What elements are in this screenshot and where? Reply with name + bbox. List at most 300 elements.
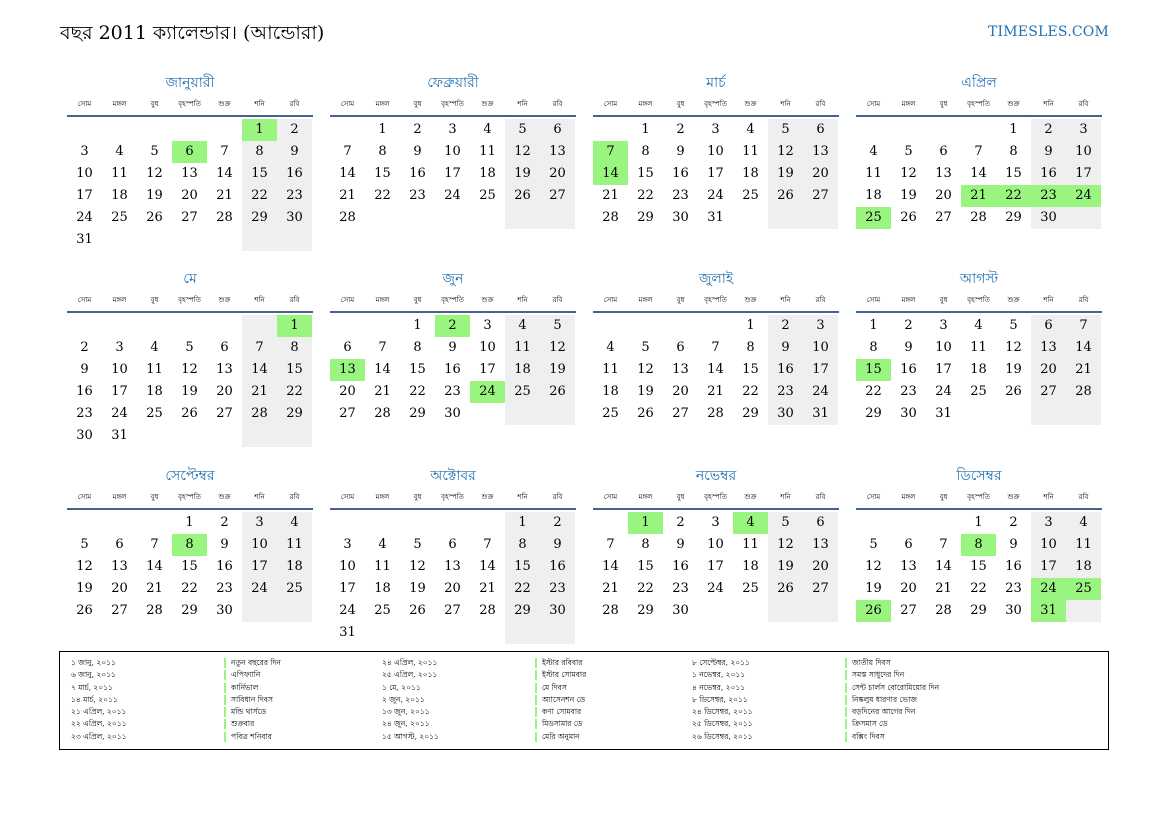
calendar-day: 29 [181, 603, 198, 618]
calendar-day: 18 [111, 188, 128, 203]
empty-day [803, 207, 838, 229]
calendar-day: 9 [80, 362, 89, 377]
calendar-day: 25 [602, 406, 619, 421]
calendar-day: 12 [505, 141, 540, 163]
holiday-row [71, 682, 381, 694]
empty-day [207, 229, 242, 251]
calendar-day: 8 [1009, 144, 1018, 159]
holiday-date: ১ নভেম্বর, ২০১১ [692, 670, 746, 680]
calendar-day: 15 [409, 362, 426, 377]
weekday-label: শুক্র [481, 493, 494, 501]
weekday-label: সোম [603, 493, 618, 501]
holiday-marker [224, 732, 226, 742]
weekday-label: বুধ [676, 493, 685, 501]
weekday-label: মঙ্গল [112, 100, 127, 108]
calendar-day: 4 [150, 340, 159, 355]
calendar-day: 17 [707, 166, 724, 181]
calendar-day: 26 [900, 210, 917, 225]
calendar-day: 20 [444, 581, 461, 596]
calendar-day: 22 [505, 578, 540, 600]
holiday-marker [535, 658, 537, 668]
weekday-header [67, 491, 313, 510]
month-title: সেপ্টেম্বর [165, 468, 215, 484]
calendar-day: 21 [216, 188, 233, 203]
calendar-day: 7 [483, 537, 492, 552]
calendar-day: 23 [672, 581, 689, 596]
calendar-day: 4 [505, 315, 540, 337]
calendar-day: 11 [277, 534, 312, 556]
empty-day [242, 600, 277, 622]
calendar-day: 11 [602, 362, 619, 377]
calendar-day: 26 [768, 578, 803, 600]
weekday-label: বৃহস্পতি [704, 493, 727, 501]
calendar-day: 23 [1005, 581, 1022, 596]
calendar-day: 2 [676, 515, 685, 530]
empty-day [470, 403, 505, 425]
calendar-day: 13 [181, 166, 198, 181]
holiday-marker [224, 695, 226, 705]
calendar-day: 11 [374, 559, 391, 574]
holiday-day: 15 [856, 359, 891, 381]
holiday-marker [224, 670, 226, 680]
calendar-day: 15 [1005, 166, 1022, 181]
holiday-date: ১ মে, ২০১১ [382, 682, 421, 692]
weekday-label: শনি [780, 296, 791, 304]
holiday-date: ৪ নভেম্বর, ২০১১ [692, 682, 746, 692]
holiday-name: সেন্ট চার্লস বোরোমিয়োর দিন [852, 682, 940, 692]
calendar-day: 25 [146, 406, 163, 421]
holiday-row [71, 731, 381, 743]
calendar-day: 1 [974, 515, 983, 530]
holiday-name: কণা সোমবার [542, 707, 582, 717]
calendar-day: 2 [768, 315, 803, 337]
calendar-day: 22 [742, 384, 759, 399]
calendar-day: 31 [707, 210, 724, 225]
holiday-column [382, 657, 692, 743]
holiday-day: 1 [277, 315, 312, 337]
calendar-day: 1 [746, 318, 755, 333]
holiday-date: ২৫ ডিসেম্বর, ২০১১ [692, 719, 753, 729]
calendar-day: 18 [1066, 556, 1101, 578]
calendar-day: 31 [111, 428, 128, 443]
calendar-day: 16 [76, 384, 93, 399]
calendar-day: 22 [277, 381, 312, 403]
calendar-day: 5 [150, 144, 159, 159]
calendar-day: 20 [672, 384, 689, 399]
calendar-day: 9 [1009, 537, 1018, 552]
calendar-day: 30 [1031, 207, 1066, 229]
weekday-label: শনি [254, 493, 265, 501]
calendar-day: 18 [374, 581, 391, 596]
calendar-day: 4 [974, 318, 983, 333]
calendar-day: 3 [939, 318, 948, 333]
calendar-day: 5 [768, 512, 803, 534]
holiday-row [692, 731, 1002, 743]
calendar-day: 27 [803, 185, 838, 207]
calendar-day: 15 [970, 559, 987, 574]
holiday-row [692, 718, 1002, 730]
holiday-day: 26 [856, 600, 891, 622]
calendar-day: 19 [768, 556, 803, 578]
holiday-name: এপিফ্যানি [231, 670, 261, 680]
weekday-label: শুক্র [481, 296, 494, 304]
holiday-day: 1 [628, 512, 663, 534]
calendar-day: 23 [444, 384, 461, 399]
holiday-marker [535, 683, 537, 693]
holiday-name: শুক্রবার [231, 719, 255, 729]
weekday-label: সোম [866, 493, 881, 501]
calendar-day: 29 [637, 603, 654, 618]
calendar-day: 15 [505, 556, 540, 578]
holiday-row [692, 669, 1002, 681]
calendar-day: 27 [803, 578, 838, 600]
weekday-label: শুক্র [744, 296, 757, 304]
holiday-day: 7 [593, 141, 628, 163]
calendar-day: 3 [711, 515, 720, 530]
calendar-day: 27 [935, 210, 952, 225]
weekday-label: সোম [340, 296, 355, 304]
calendar-day: 27 [672, 406, 689, 421]
empty-day [207, 315, 242, 337]
calendar-day: 24 [803, 381, 838, 403]
calendar-day: 2 [540, 512, 575, 534]
weekday-label: বুধ [150, 100, 159, 108]
calendar-day: 10 [1066, 141, 1101, 163]
calendar-day: 1 [641, 122, 650, 137]
weekday-label: বুধ [413, 100, 422, 108]
holiday-row [692, 706, 1002, 718]
month-calendar [330, 72, 576, 229]
holiday-name: বড়দিনের আগের দিন [852, 707, 916, 717]
calendar-day: 10 [111, 362, 128, 377]
calendar-day: 16 [672, 166, 689, 181]
calendar-day: 20 [540, 163, 575, 185]
calendar-day: 5 [1009, 318, 1018, 333]
calendar-day: 8 [746, 340, 755, 355]
weekday-label: শনি [1043, 100, 1054, 108]
holiday-marker [535, 719, 537, 729]
empty-day [733, 207, 768, 229]
empty-day [365, 315, 400, 337]
holiday-day: 14 [593, 163, 628, 185]
calendar-day: 27 [181, 210, 198, 225]
weekday-label: শুক্র [744, 493, 757, 501]
holiday-marker [535, 695, 537, 705]
empty-day [172, 229, 207, 251]
holiday-day: 8 [961, 534, 996, 556]
day-grid [330, 119, 576, 229]
calendar-day: 31 [803, 403, 838, 425]
calendar-day: 14 [1066, 337, 1101, 359]
weekday-label: মঙ্গল [375, 296, 390, 304]
holiday-list [59, 651, 1109, 750]
empty-day [540, 207, 575, 229]
calendar-day: 12 [865, 559, 882, 574]
calendar-day: 8 [641, 144, 650, 159]
weekday-label: বৃহস্পতি [178, 296, 201, 304]
calendar-day: 23 [76, 406, 93, 421]
weekday-header [67, 98, 313, 117]
calendar-day: 6 [803, 119, 838, 141]
calendar-day: 26 [409, 603, 426, 618]
calendar-day: 8 [242, 141, 277, 163]
calendar-day: 19 [540, 359, 575, 381]
calendar-day: 10 [1031, 534, 1066, 556]
month-title: আগস্ট [959, 271, 999, 287]
calendar-day: 5 [505, 119, 540, 141]
weekday-header [856, 294, 1102, 313]
calendar-day: 2 [80, 340, 89, 355]
weekday-label: বুধ [413, 493, 422, 501]
calendar-day: 25 [742, 581, 759, 596]
calendar-day: 18 [970, 362, 987, 377]
calendar-day: 23 [900, 384, 917, 399]
holiday-day: 23 [1031, 185, 1066, 207]
calendar-day: 10 [935, 340, 952, 355]
holiday-day: 21 [961, 185, 996, 207]
holiday-marker [224, 683, 226, 693]
calendar-day: 13 [803, 534, 838, 556]
weekday-label: শুক্র [1007, 296, 1020, 304]
calendar-day: 5 [185, 340, 194, 355]
empty-day [137, 315, 172, 337]
calendar-day: 16 [216, 559, 233, 574]
empty-day [67, 315, 102, 337]
calendar-day: 26 [181, 406, 198, 421]
weekday-label: রবি [552, 100, 563, 108]
day-grid [593, 315, 839, 425]
holiday-marker [845, 683, 847, 693]
calendar-day: 12 [768, 141, 803, 163]
month-calendar [856, 72, 1102, 229]
calendar-day: 20 [111, 581, 128, 596]
calendar-day: 11 [742, 537, 759, 552]
calendar-day: 22 [374, 188, 391, 203]
calendar-day: 14 [216, 166, 233, 181]
holiday-day: 24 [1031, 578, 1066, 600]
calendar-day: 5 [768, 119, 803, 141]
calendar-day: 29 [505, 600, 540, 622]
empty-day [505, 403, 540, 425]
holiday-day: 2 [435, 315, 470, 337]
weekday-label: সোম [340, 100, 355, 108]
holiday-date: ২৬ ডিসেম্বর, ২০১১ [692, 731, 753, 741]
weekday-label: শনি [254, 100, 265, 108]
empty-day [242, 315, 277, 337]
calendar-day: 25 [742, 188, 759, 203]
weekday-label: শনি [517, 100, 528, 108]
calendar-day: 28 [970, 210, 987, 225]
calendar-day: 3 [80, 144, 89, 159]
holiday-name: মিডসামার ডে [542, 719, 583, 729]
calendar-day: 24 [444, 188, 461, 203]
calendar-day: 19 [409, 581, 426, 596]
calendar-day: 7 [1066, 315, 1101, 337]
holiday-marker [224, 719, 226, 729]
weekday-label: শনি [517, 296, 528, 304]
weekday-label: বুধ [413, 296, 422, 304]
month-title: ডিসেম্বর [956, 468, 1002, 484]
calendar-day: 21 [707, 384, 724, 399]
calendar-day: 24 [76, 210, 93, 225]
calendar-day: 7 [974, 144, 983, 159]
calendar-day: 6 [939, 144, 948, 159]
month-title: মে [183, 271, 197, 287]
holiday-day: 13 [330, 359, 365, 381]
calendar-day: 14 [602, 559, 619, 574]
calendar-day: 11 [1066, 534, 1101, 556]
calendar-day: 12 [900, 166, 917, 181]
empty-day [277, 600, 312, 622]
holiday-day: 25 [856, 207, 891, 229]
holiday-day: 25 [1066, 578, 1101, 600]
calendar-day: 21 [602, 188, 619, 203]
holiday-date: ১৩ জুন, ২০১১ [382, 707, 430, 717]
calendar-day: 13 [216, 362, 233, 377]
calendar-day: 25 [374, 603, 391, 618]
calendar-day: 2 [413, 122, 422, 137]
calendar-day: 14 [374, 362, 391, 377]
weekday-label: রবি [289, 493, 300, 501]
calendar-day: 20 [216, 384, 233, 399]
empty-day [102, 512, 137, 534]
calendar-day: 3 [711, 122, 720, 137]
calendar-day: 17 [1031, 556, 1066, 578]
holiday-name: মেরি অনুমান [542, 731, 580, 741]
holiday-marker [224, 707, 226, 717]
holiday-row [382, 657, 692, 669]
holiday-date: ১ জানু, ২০১১ [71, 658, 116, 667]
calendar-day: 12 [146, 166, 163, 181]
calendar-day: 9 [277, 141, 312, 163]
weekday-label: বৃহস্পতি [967, 100, 990, 108]
calendar-day: 14 [479, 559, 496, 574]
calendar-day: 22 [409, 384, 426, 399]
holiday-day: 22 [996, 185, 1031, 207]
empty-day [137, 119, 172, 141]
empty-day [926, 119, 961, 141]
weekday-label: শুক্র [218, 296, 231, 304]
calendar-day: 25 [277, 578, 312, 600]
calendar-day: 22 [181, 581, 198, 596]
calendar-day: 17 [76, 188, 93, 203]
empty-day [1066, 403, 1101, 425]
holiday-day: 6 [172, 141, 207, 163]
calendar-day: 29 [742, 406, 759, 421]
month-calendar [856, 268, 1102, 425]
holiday-row [382, 694, 692, 706]
empty-day [470, 622, 505, 644]
weekday-label: শনি [780, 493, 791, 501]
weekday-label: রবি [1078, 493, 1089, 501]
calendar-day: 7 [939, 537, 948, 552]
holiday-date: ২৪ ডিসেম্বর, ২০১১ [692, 707, 753, 717]
calendar-day: 26 [146, 210, 163, 225]
weekday-label: মঙ্গল [112, 296, 127, 304]
month-title: ফেব্রুয়ারী [427, 75, 479, 91]
calendar-day: 21 [1066, 359, 1101, 381]
calendar-day: 11 [742, 144, 759, 159]
calendar-day: 22 [865, 384, 882, 399]
empty-day [277, 425, 312, 447]
calendar-day: 20 [900, 581, 917, 596]
holiday-date: ৮ ডিসেম্বর, ২০১১ [692, 694, 748, 704]
holiday-row [382, 669, 692, 681]
calendar-day: 11 [970, 340, 987, 355]
holiday-name: বক্সিং দিবস [852, 731, 885, 741]
calendar-day: 26 [76, 603, 93, 618]
calendar-day: 7 [343, 144, 352, 159]
calendar-day: 28 [216, 210, 233, 225]
weekday-label: রবি [552, 296, 563, 304]
brand-link[interactable]: TIMESLES.COM [988, 24, 1109, 40]
calendar-day: 17 [1066, 163, 1101, 185]
empty-day [1066, 600, 1101, 622]
weekday-label: শনি [780, 100, 791, 108]
calendar-day: 16 [1031, 163, 1066, 185]
weekday-header [856, 491, 1102, 510]
holiday-date: ৬ জানু, ২০১১ [71, 670, 116, 680]
weekday-header [593, 294, 839, 313]
calendar-day: 9 [220, 537, 229, 552]
month-title: জুলাই [698, 271, 734, 287]
month-title: জানুয়ারী [165, 75, 215, 91]
calendar-day: 18 [505, 359, 540, 381]
calendar-day: 13 [111, 559, 128, 574]
calendar-day: 12 [637, 362, 654, 377]
calendar-day: 18 [277, 556, 312, 578]
calendar-day: 2 [220, 515, 229, 530]
calendar-day: 27 [444, 603, 461, 618]
calendar-day: 13 [803, 141, 838, 163]
empty-day [961, 119, 996, 141]
empty-day [856, 512, 891, 534]
calendar-day: 16 [1005, 559, 1022, 574]
weekday-label: মঙ্গল [375, 100, 390, 108]
weekday-label: শুক্র [218, 100, 231, 108]
month-title: নভেম্বর [695, 468, 737, 484]
calendar-day: 14 [970, 166, 987, 181]
calendar-day: 30 [672, 603, 689, 618]
holiday-day: 31 [1031, 600, 1066, 622]
calendar-day: 24 [242, 578, 277, 600]
calendar-day: 27 [339, 406, 356, 421]
empty-day [470, 512, 505, 534]
empty-day [207, 119, 242, 141]
calendar-day: 29 [637, 210, 654, 225]
holiday-marker [535, 732, 537, 742]
empty-day [400, 622, 435, 644]
calendar-day: 17 [339, 581, 356, 596]
calendar-day: 7 [220, 144, 229, 159]
calendar-day: 9 [768, 337, 803, 359]
empty-day [540, 403, 575, 425]
calendar-day: 21 [374, 384, 391, 399]
empty-day [330, 119, 365, 141]
calendar-day: 24 [935, 384, 952, 399]
holiday-row [71, 657, 381, 669]
empty-day [207, 425, 242, 447]
holiday-date: ৭ মার্চ, ২০১১ [71, 682, 113, 692]
calendar-day: 7 [711, 340, 720, 355]
calendar-day: 4 [606, 340, 615, 355]
empty-day [505, 207, 540, 229]
calendar-day: 31 [935, 406, 952, 421]
weekday-label: সোম [603, 296, 618, 304]
empty-day [102, 119, 137, 141]
holiday-name: সাবিধান দিবস [231, 694, 273, 704]
calendar-day: 9 [448, 340, 457, 355]
